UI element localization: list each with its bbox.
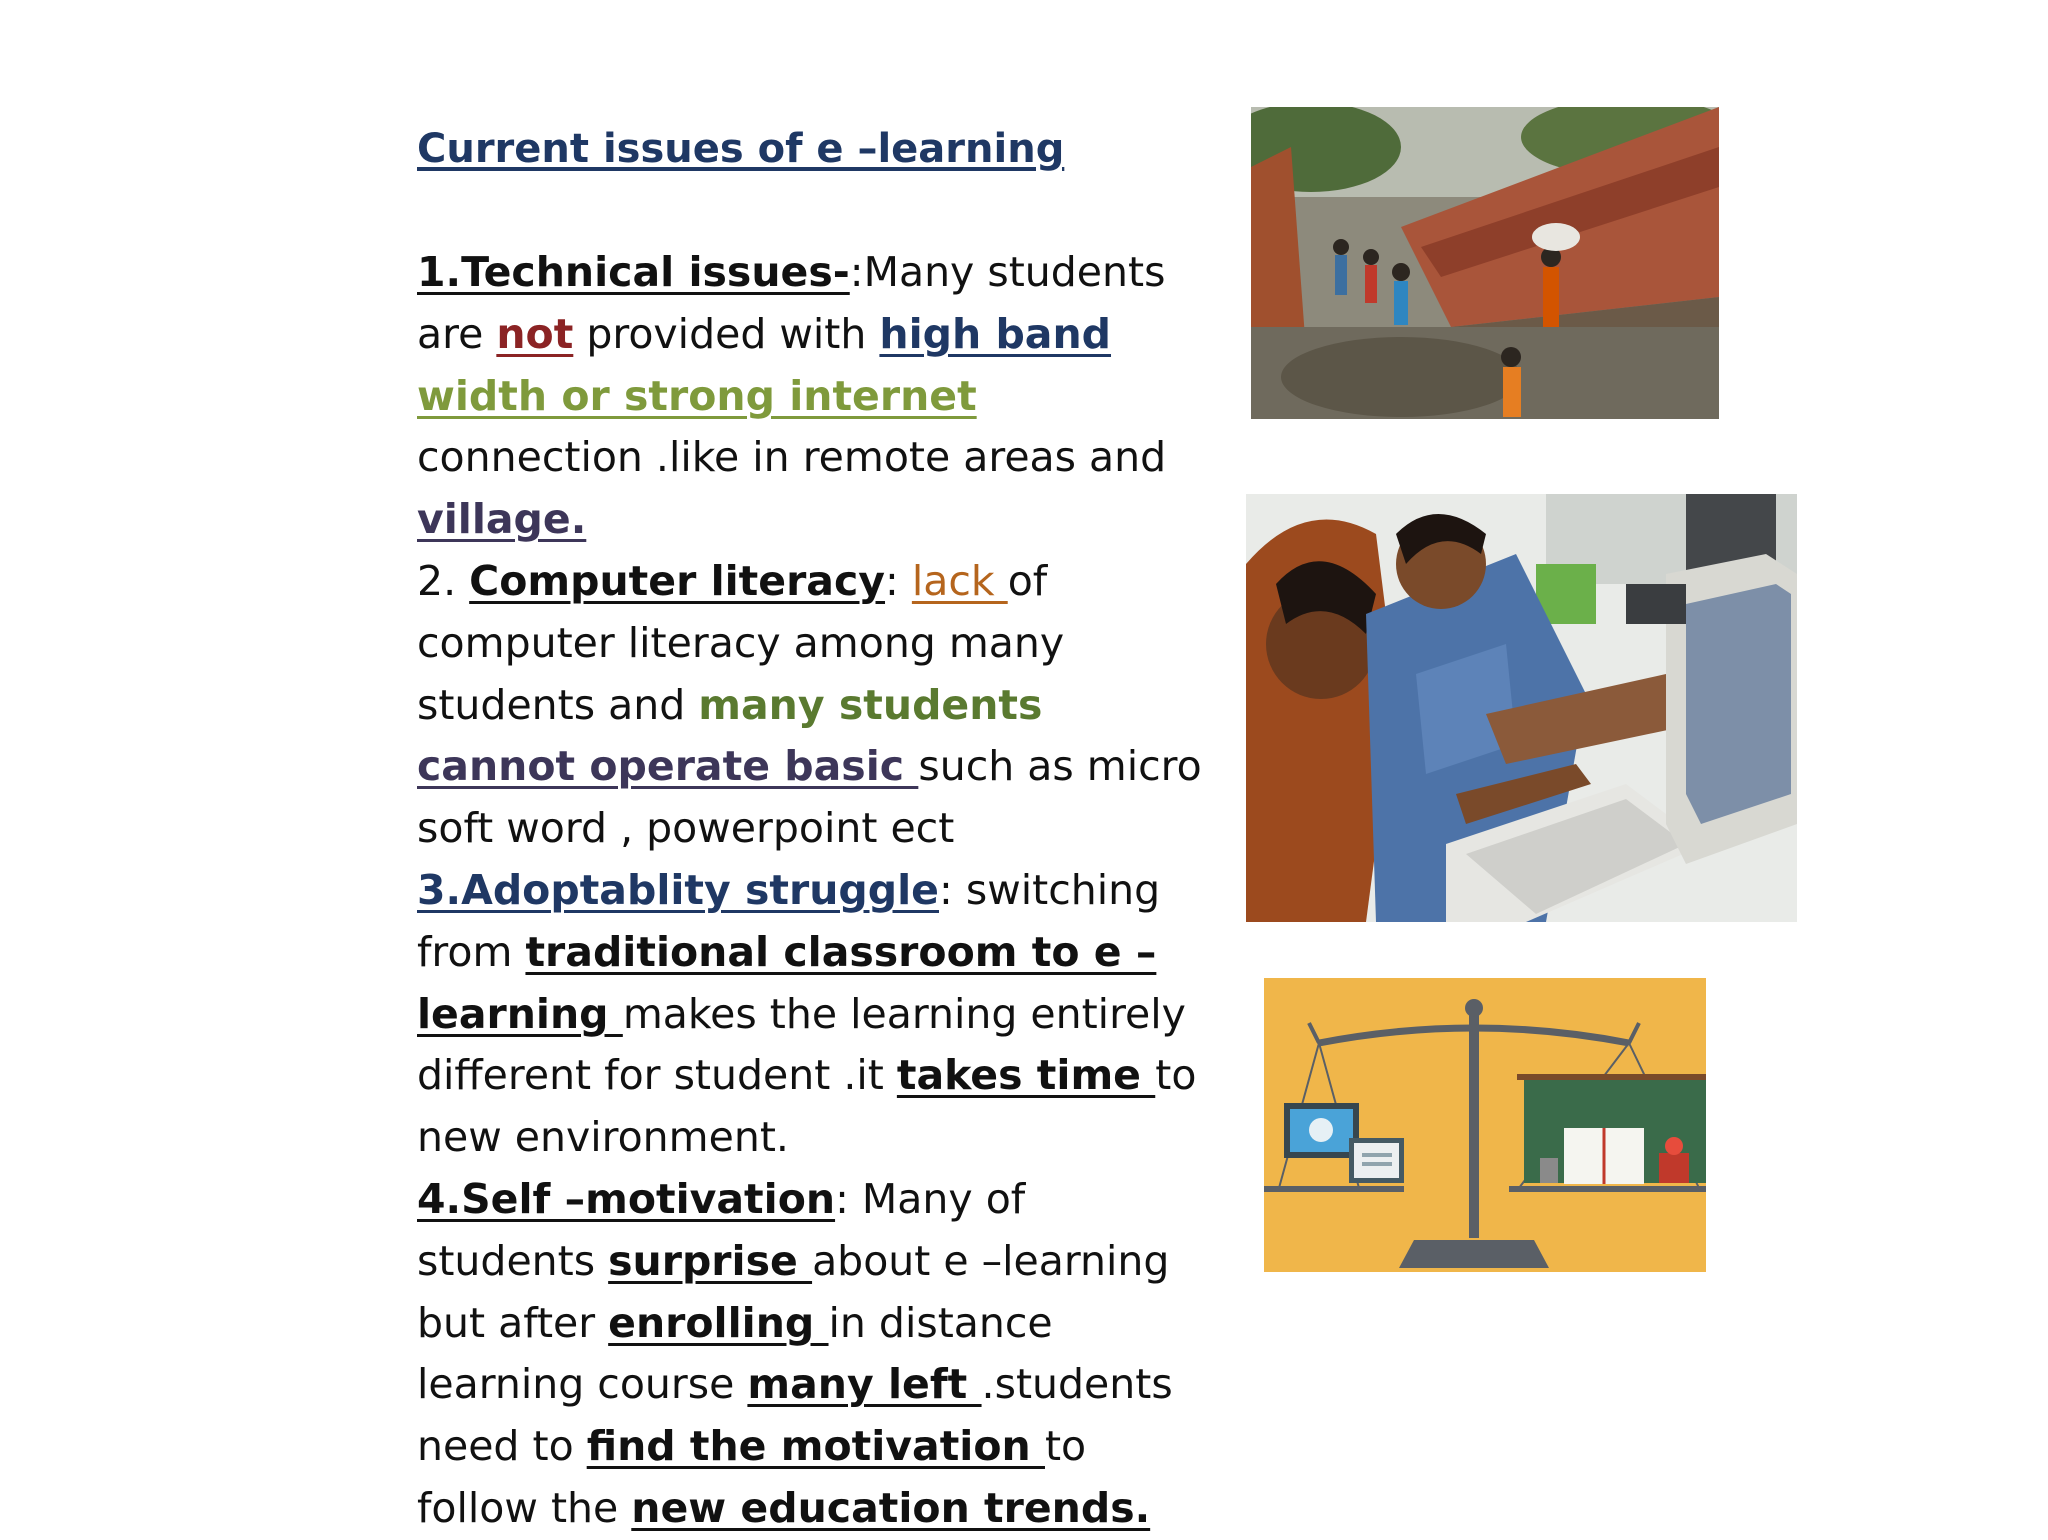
text-run: to [1044, 1422, 1087, 1471]
text-run: find the motivation [586, 1422, 1045, 1471]
body-line [417, 304, 1207, 366]
text-run: about e –learning [812, 1236, 1170, 1285]
text-run: surprise [608, 1236, 813, 1285]
text-run: to [1155, 1051, 1197, 1100]
text-run: from [417, 927, 526, 976]
body-line [417, 242, 1207, 304]
text-run: 1.Technical issues- [417, 248, 850, 296]
body-line [417, 551, 1207, 613]
body-line [417, 427, 1207, 489]
body-line [417, 675, 1207, 737]
text-column [417, 118, 1207, 1540]
body-line [417, 736, 1207, 798]
village-photo [1251, 107, 1719, 419]
body-line [417, 860, 1207, 922]
balance-scale-illustration [1264, 978, 1706, 1272]
text-run: are [417, 309, 497, 358]
body-line [417, 1169, 1207, 1231]
text-run: many left [747, 1360, 982, 1409]
text-run: takes time [896, 1051, 1156, 1100]
body-line [417, 366, 1207, 428]
text-run: enrolling [608, 1298, 829, 1347]
body-line [417, 489, 1207, 551]
text-run: need to [417, 1422, 587, 1471]
text-run: : [885, 556, 912, 605]
body-line [417, 613, 1207, 675]
slide-title: Current issues of e –learning [417, 126, 1065, 172]
body-line [417, 798, 1207, 860]
body-line [417, 1045, 1207, 1107]
text-run: soft word , powerpoint ect [417, 804, 955, 853]
text-run: village. [417, 495, 587, 544]
text-run: such as micro [918, 742, 1202, 791]
body-line [417, 1354, 1207, 1416]
text-run: but after [417, 1298, 609, 1347]
text-run: students and [417, 680, 699, 729]
text-run: 3.Adoptablity struggle [417, 865, 939, 914]
text-run: 4.Self –motivation [417, 1174, 836, 1223]
text-run: 2. [417, 556, 470, 605]
text-run: not [496, 309, 574, 358]
body-line [417, 984, 1207, 1046]
text-run: .students [981, 1360, 1173, 1409]
text-run: of [1007, 556, 1048, 605]
slide-body [417, 242, 1207, 1540]
text-run: new education trends. [631, 1483, 1151, 1532]
text-run: Computer literacy [469, 556, 886, 605]
body-line [417, 1478, 1207, 1540]
text-run: students [417, 1236, 609, 1285]
body-line [417, 1107, 1207, 1169]
text-run: follow the [417, 1483, 632, 1532]
computer-class-photo [1246, 494, 1797, 922]
body-line [417, 1231, 1207, 1293]
body-line [417, 1293, 1207, 1355]
text-run: cannot operate basic [417, 742, 919, 791]
text-run: : switching [939, 865, 1161, 914]
body-line [417, 922, 1207, 984]
text-run: provided with [573, 309, 880, 358]
text-run: : Many of [835, 1174, 1026, 1223]
text-run: lack [911, 556, 1008, 605]
body-line [417, 1416, 1207, 1478]
text-run: learning [417, 989, 623, 1038]
text-run: width or strong internet [417, 371, 977, 420]
text-run: in distance [828, 1298, 1053, 1347]
text-run: connection .like in remote areas and [417, 433, 1167, 482]
text-run: different for student .it [417, 1051, 897, 1100]
text-run: :Many students [849, 248, 1166, 296]
text-run: many students [698, 680, 1043, 729]
text-run: learning course [417, 1360, 748, 1409]
text-run: computer literacy among many [417, 618, 1065, 667]
text-run: makes the learning entirely [622, 989, 1186, 1038]
text-run: traditional classroom to e – [525, 927, 1157, 976]
text-run: high band [879, 309, 1112, 358]
text-run: new environment. [417, 1113, 789, 1162]
